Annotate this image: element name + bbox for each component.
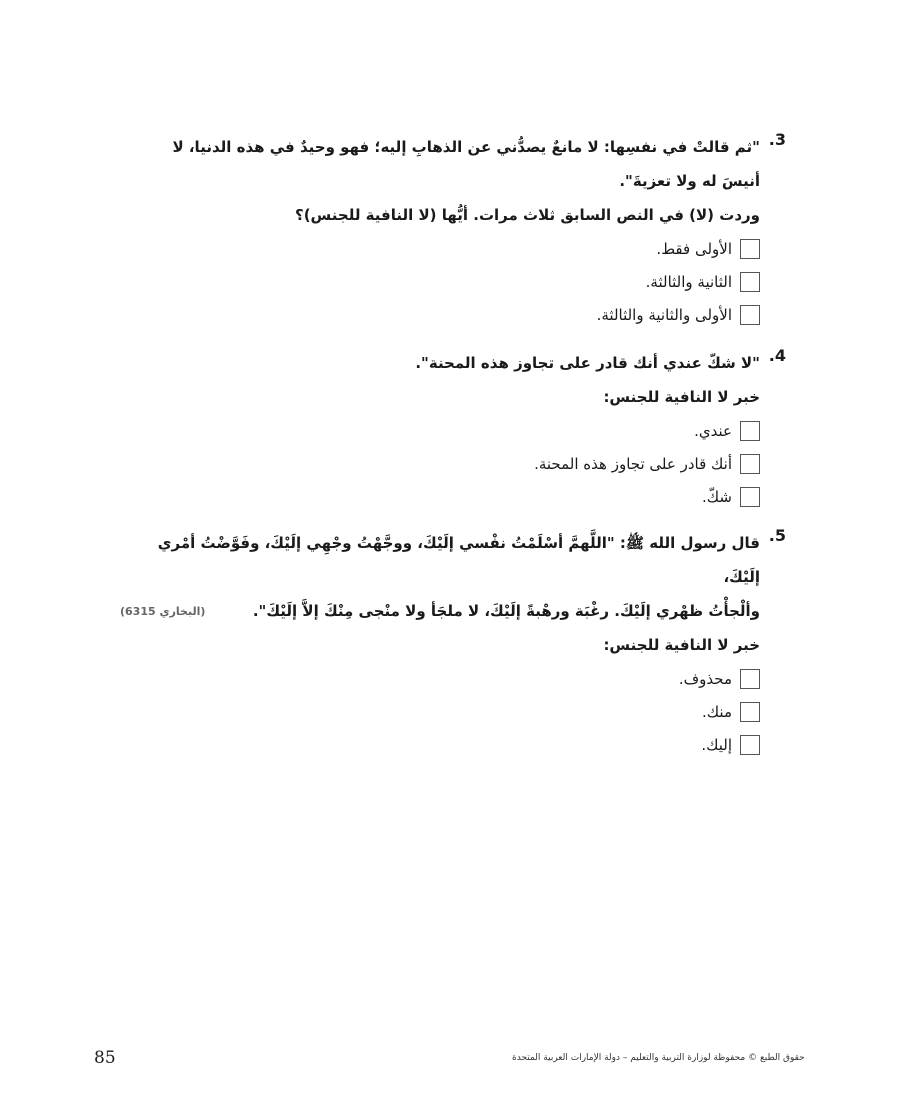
checkbox[interactable] <box>740 454 760 474</box>
option[interactable] <box>120 298 760 331</box>
question-number: .3 <box>768 130 786 149</box>
question-stem-line: قال رسول الله ﷺ: "اللَّهمَّ أسْلَمْتُ نفْسي إلَيْكَ، ووجَّهْتُ وجْهِي إلَيْكَ، وفَوَّضْتُ أمْري إلَيْكَ، <box>157 534 760 586</box>
question-stem-line: "لا شكّ عندي أنك قادر على تجاوز هذه المحنة". <box>415 354 760 372</box>
option-label: إليك. <box>701 735 732 754</box>
question-stem-line: أنيسَ له ولا تعزيةَ". <box>619 172 760 190</box>
checkbox[interactable] <box>740 272 760 292</box>
option-label: الأولى فقط. <box>656 239 732 258</box>
option[interactable] <box>120 695 760 728</box>
question-stem-line: وألْجأْتُ ظهْري إلَيْكَ. رغْبَة ورهْبةً إلَيْكَ، لا ملجَأ ولا منْجى مِنْكَ إلاَّ إلَيْكَ". <box>252 602 760 620</box>
question-3 <box>120 130 786 331</box>
question-stem-line-with-citation <box>120 594 760 628</box>
question-stem-line: "ثم قالتْ في نفسِها: لا مانعٌ يصدُّني عن الذهابِ إليه؛ فهو وحيدٌ في هذه الدنيا، لا <box>172 138 760 156</box>
checkbox[interactable] <box>740 239 760 259</box>
checkbox[interactable] <box>740 669 760 689</box>
question-number: .4 <box>768 346 786 365</box>
option[interactable] <box>120 232 760 265</box>
checkbox[interactable] <box>740 735 760 755</box>
checkbox[interactable] <box>740 421 760 441</box>
hadith-citation: (البخاري 6315) <box>120 604 206 618</box>
option-label: شكّ. <box>702 487 732 506</box>
option[interactable] <box>120 662 760 695</box>
page-number: 85 <box>94 1048 116 1068</box>
option[interactable] <box>120 414 760 447</box>
question-4 <box>120 346 786 513</box>
checkbox[interactable] <box>740 702 760 722</box>
question-5 <box>120 526 786 761</box>
option-label: الأولى والثانية والثالثة. <box>596 305 732 324</box>
copyright-notice: حقوق الطبع © محفوظة لوزارة التربية والتعليم – دولة الإمارات العربية المتحدة <box>512 1053 805 1063</box>
option[interactable] <box>120 447 760 480</box>
question-prompt: خبر لا النافية للجنس: <box>603 388 760 406</box>
checkbox[interactable] <box>740 487 760 507</box>
option[interactable] <box>120 728 760 761</box>
option-label: عندي. <box>694 421 732 440</box>
option-label: أنك قادر على تجاوز هذه المحنة. <box>534 454 732 473</box>
question-number: .5 <box>768 526 786 545</box>
question-prompt: وردت (لا) في النص السابق ثلاث مرات. أيُّها (لا النافية للجنس)؟ <box>295 206 760 224</box>
checkbox[interactable] <box>740 305 760 325</box>
option[interactable] <box>120 265 760 298</box>
question-prompt: خبر لا النافية للجنس: <box>603 636 760 654</box>
option-label: محذوف. <box>678 669 732 688</box>
option[interactable] <box>120 480 760 513</box>
option-label: الثانية والثالثة. <box>645 272 732 291</box>
option-label: منك. <box>702 702 732 721</box>
